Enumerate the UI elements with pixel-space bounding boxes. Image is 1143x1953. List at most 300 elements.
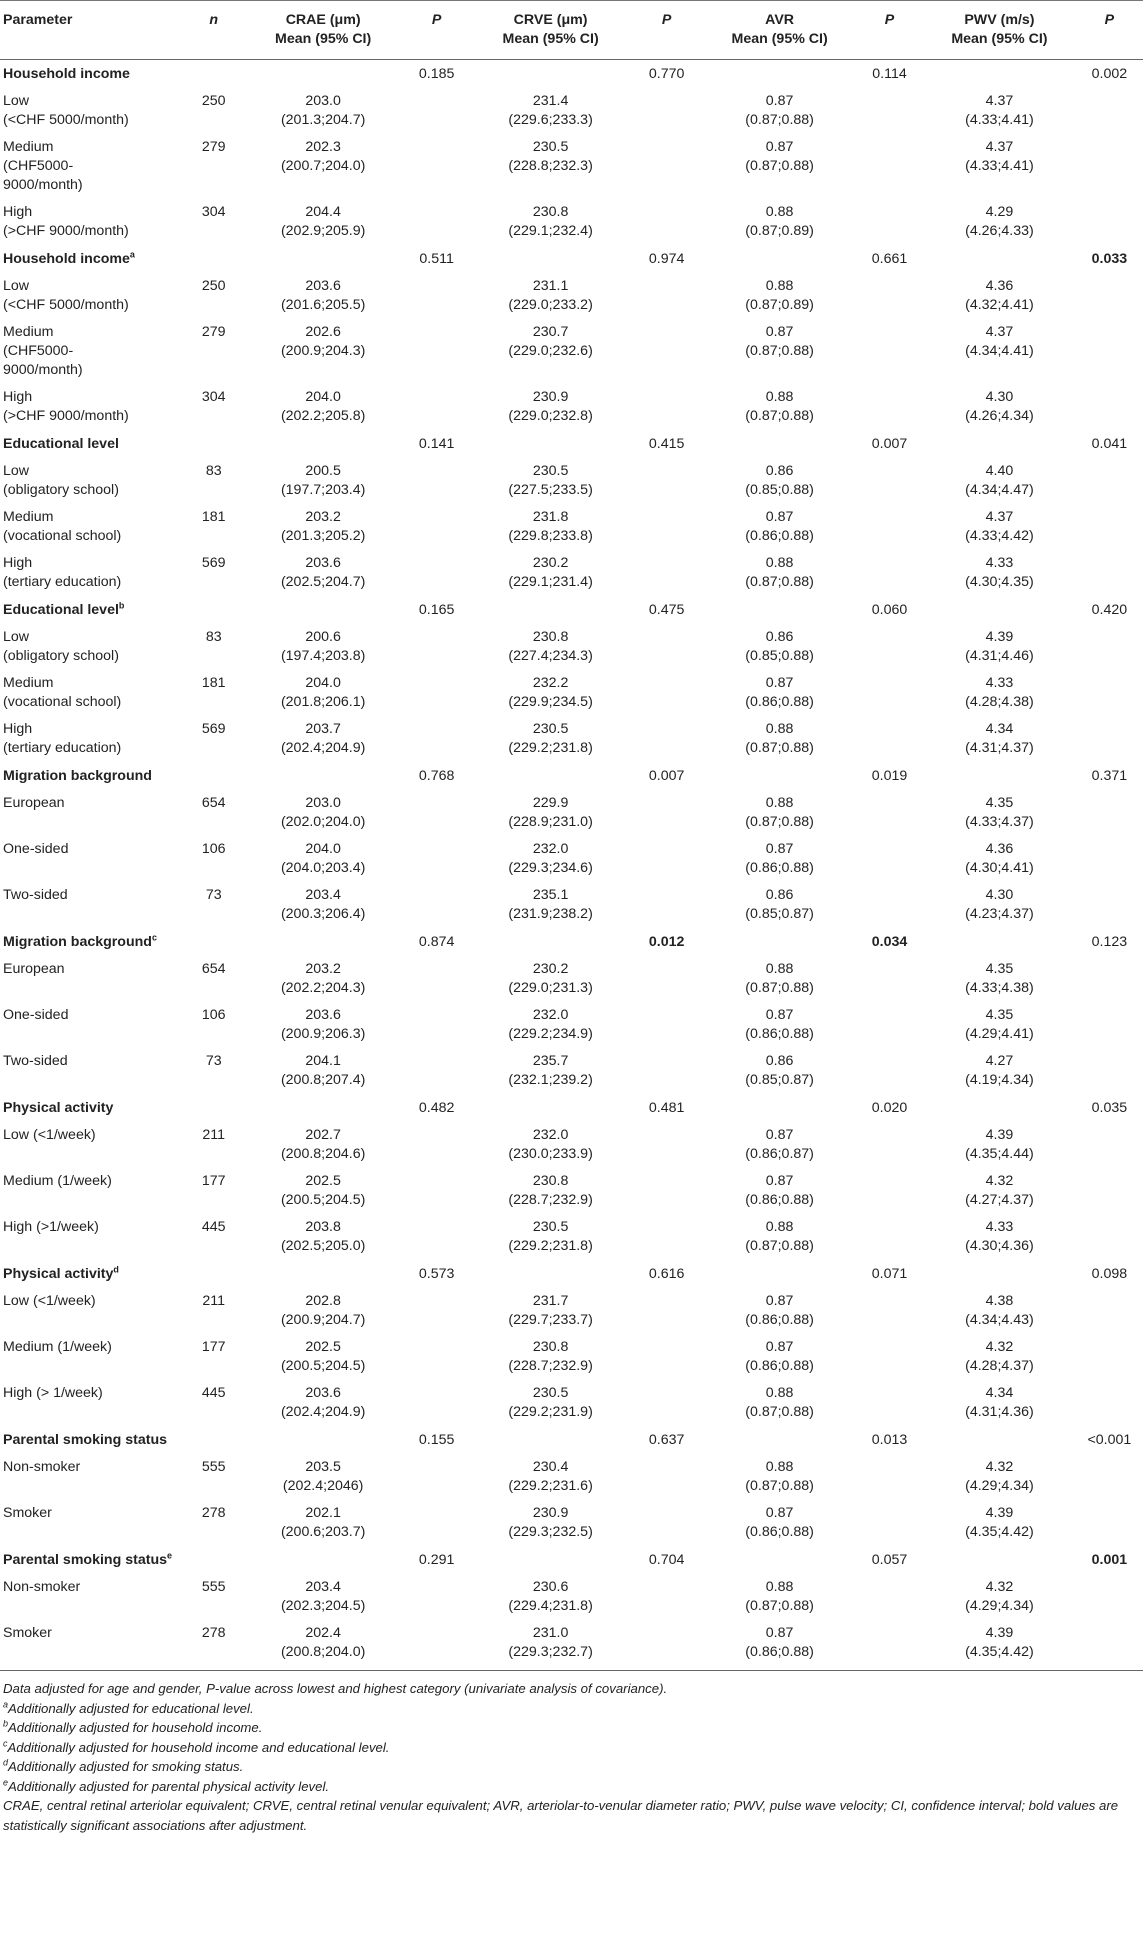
footnote bbox=[3, 1777, 1140, 1797]
empty-cell bbox=[402, 882, 471, 928]
category-label bbox=[0, 1214, 183, 1260]
crve-cell-ci: (229.2;231.8) bbox=[508, 1238, 593, 1254]
avr-cell bbox=[703, 384, 856, 430]
n-value: 555 bbox=[201, 1459, 226, 1475]
crve-cell bbox=[471, 956, 630, 1002]
crve-cell-mean: 230.4 bbox=[532, 1459, 569, 1475]
footnote-text: Additionally adjusted for household income. bbox=[8, 1720, 263, 1735]
crae-cell-ci: (202.9;205.9) bbox=[280, 223, 366, 239]
crae-cell-ci: (202.0;204.0) bbox=[280, 814, 366, 830]
empty-cell bbox=[856, 1288, 923, 1334]
empty-cell bbox=[1076, 319, 1143, 384]
pwv-cell bbox=[923, 319, 1076, 384]
crae-cell-ci: (204.0;203.4) bbox=[280, 860, 366, 876]
empty-cell bbox=[856, 88, 923, 134]
crve-cell bbox=[471, 1122, 630, 1168]
group-name bbox=[0, 245, 183, 273]
empty-cell bbox=[856, 134, 923, 199]
footnote-marker: b bbox=[118, 600, 125, 611]
pwv-cell-mean: 4.33 bbox=[985, 1219, 1014, 1235]
avr-cell-mean: 0.87 bbox=[765, 1339, 794, 1355]
pwv-cell-ci: (4.33;4.38) bbox=[965, 980, 1034, 996]
pwv-cell-ci: (4.30;4.35) bbox=[965, 574, 1034, 590]
avr-cell bbox=[703, 199, 856, 245]
n-value: 304 bbox=[201, 389, 226, 405]
category-label-line: High (>1/week) bbox=[3, 1219, 99, 1235]
table-row bbox=[0, 790, 1143, 836]
pwv-cell-ci: (4.29;4.34) bbox=[965, 1478, 1034, 1494]
empty-cell bbox=[244, 430, 402, 458]
empty-cell bbox=[471, 60, 630, 89]
pwv-cell bbox=[923, 1454, 1076, 1500]
empty-cell bbox=[703, 430, 856, 458]
empty-cell bbox=[703, 762, 856, 790]
group-name-text: Household income bbox=[3, 251, 130, 267]
category-label bbox=[0, 1122, 183, 1168]
empty-cell bbox=[402, 1122, 471, 1168]
avr-cell bbox=[703, 1454, 856, 1500]
pwv-cell-mean: 4.36 bbox=[985, 841, 1014, 857]
empty-cell bbox=[1076, 1002, 1143, 1048]
table-row bbox=[0, 319, 1143, 384]
crve-cell bbox=[471, 1002, 630, 1048]
pwv-cell bbox=[923, 550, 1076, 596]
header-p-crae: P bbox=[402, 1, 471, 60]
empty-cell bbox=[630, 550, 703, 596]
avr-cell-ci: (0.86;0.88) bbox=[745, 1312, 814, 1328]
category-label-line: (>CHF 9000/month) bbox=[3, 223, 129, 239]
empty-cell bbox=[856, 1620, 923, 1671]
p-value-crve: 0.475 bbox=[648, 602, 685, 618]
crae-cell-mean: 200.5 bbox=[305, 463, 341, 479]
empty-cell bbox=[630, 624, 703, 670]
crve-cell-ci: (228.7;232.9) bbox=[508, 1358, 593, 1374]
category-label bbox=[0, 319, 183, 384]
pwv-cell-ci: (4.23;4.37) bbox=[965, 906, 1034, 922]
empty-cell bbox=[402, 1048, 471, 1094]
crve-cell-mean: 231.7 bbox=[532, 1293, 569, 1309]
crae-cell bbox=[244, 882, 402, 928]
empty-cell bbox=[1076, 956, 1143, 1002]
crae-cell-ci: (202.4;2046) bbox=[282, 1478, 364, 1494]
n-value: 177 bbox=[201, 1173, 226, 1189]
table-footnotes bbox=[0, 1671, 1143, 1835]
avr-cell bbox=[703, 670, 856, 716]
p-value-pwv: 0.041 bbox=[1091, 436, 1128, 452]
crae-cell-ci: (202.5;205.0) bbox=[280, 1238, 366, 1254]
empty-cell bbox=[1076, 1288, 1143, 1334]
crae-cell-ci: (200.9;206.3) bbox=[280, 1026, 366, 1042]
avr-cell-mean: 0.87 bbox=[765, 324, 794, 340]
crve-cell-mean: 232.0 bbox=[532, 1127, 569, 1143]
category-label-line: Low (<1/week) bbox=[3, 1293, 96, 1309]
empty-cell bbox=[471, 1546, 630, 1574]
pwv-cell-mean: 4.30 bbox=[985, 887, 1014, 903]
n-value: 181 bbox=[201, 509, 226, 525]
crae-cell bbox=[244, 1002, 402, 1048]
category-label bbox=[0, 273, 183, 319]
avr-cell-mean: 0.88 bbox=[765, 204, 794, 220]
group-name bbox=[0, 1094, 183, 1122]
empty-cell bbox=[630, 458, 703, 504]
crve-cell-mean: 230.5 bbox=[532, 1219, 569, 1235]
p-value-avr: 0.013 bbox=[871, 1432, 908, 1448]
footnote-marker: d bbox=[3, 1757, 9, 1768]
category-label bbox=[0, 836, 183, 882]
category-label-line: Low bbox=[3, 629, 30, 645]
avr-cell bbox=[703, 88, 856, 134]
pwv-cell-ci: (4.30;4.41) bbox=[965, 860, 1034, 876]
group-name bbox=[0, 928, 183, 956]
avr-cell-ci: (0.85;0.88) bbox=[745, 482, 814, 498]
crve-cell-mean: 230.2 bbox=[532, 961, 569, 977]
category-label-line: 9000/month) bbox=[3, 362, 83, 378]
p-value-crae: 0.874 bbox=[418, 934, 455, 950]
category-label bbox=[0, 1574, 183, 1620]
crve-cell-ci: (228.9;231.0) bbox=[508, 814, 593, 830]
footnote-marker: a bbox=[129, 249, 135, 260]
category-label-line: (tertiary education) bbox=[3, 740, 122, 756]
crve-cell-mean: 230.8 bbox=[532, 1339, 569, 1355]
empty-cell bbox=[244, 1546, 402, 1574]
empty-cell bbox=[471, 762, 630, 790]
p-value-pwv: 0.123 bbox=[1091, 934, 1128, 950]
pwv-cell-ci: (4.33;4.37) bbox=[965, 814, 1034, 830]
category-label-line: Low (<1/week) bbox=[3, 1127, 96, 1143]
pwv-cell-mean: 4.39 bbox=[985, 1127, 1014, 1143]
crae-cell bbox=[244, 319, 402, 384]
pwv-cell-mean: 4.32 bbox=[985, 1173, 1014, 1189]
table-row bbox=[0, 716, 1143, 762]
group-name-text: Educational level bbox=[3, 602, 119, 618]
crve-cell-ci: (229.2;231.9) bbox=[508, 1404, 593, 1420]
crve-cell-mean: 230.5 bbox=[532, 721, 569, 737]
crae-cell bbox=[244, 790, 402, 836]
empty-cell bbox=[630, 384, 703, 430]
empty-cell bbox=[1076, 790, 1143, 836]
footnote-text: Additionally adjusted for smoking status. bbox=[8, 1759, 244, 1774]
pwv-cell-mean: 4.32 bbox=[985, 1579, 1014, 1595]
empty-cell bbox=[183, 245, 244, 273]
pwv-cell bbox=[923, 504, 1076, 550]
pwv-cell-ci: (4.27;4.37) bbox=[965, 1192, 1034, 1208]
p-value-pwv: 0.098 bbox=[1091, 1266, 1128, 1282]
pwv-cell-mean: 4.30 bbox=[985, 389, 1014, 405]
empty-cell bbox=[1076, 458, 1143, 504]
category-label bbox=[0, 384, 183, 430]
crve-cell-mean: 230.7 bbox=[532, 324, 569, 340]
crve-cell bbox=[471, 790, 630, 836]
category-label-line: European bbox=[3, 795, 65, 811]
crve-cell-ci: (229.2;231.8) bbox=[508, 740, 593, 756]
footnote-marker: b bbox=[3, 1718, 9, 1729]
empty-cell bbox=[1076, 1334, 1143, 1380]
table-row bbox=[0, 1002, 1143, 1048]
avr-cell-mean: 0.87 bbox=[765, 1127, 794, 1143]
header-crve: CRVE (μm) Mean (95% CI) bbox=[471, 1, 630, 60]
pwv-cell-mean: 4.37 bbox=[985, 139, 1014, 155]
pwv-cell-mean: 4.32 bbox=[985, 1339, 1014, 1355]
crae-cell bbox=[244, 504, 402, 550]
avr-cell-ci: (0.86;0.88) bbox=[745, 528, 814, 544]
header-p-crve: P bbox=[630, 1, 703, 60]
empty-cell bbox=[923, 60, 1076, 89]
avr-cell-mean: 0.87 bbox=[765, 1173, 794, 1189]
table-row bbox=[0, 1334, 1143, 1380]
crve-cell-ci: (228.7;232.9) bbox=[508, 1192, 593, 1208]
crae-cell-mean: 203.6 bbox=[305, 555, 341, 571]
empty-cell bbox=[856, 670, 923, 716]
header-crae: CRAE (μm) Mean (95% CI) bbox=[244, 1, 402, 60]
crae-cell bbox=[244, 1288, 402, 1334]
category-label-line: High bbox=[3, 721, 33, 737]
group-header-row bbox=[0, 1094, 1143, 1122]
crae-cell-ci: (200.6;203.7) bbox=[280, 1524, 366, 1540]
empty-cell bbox=[471, 596, 630, 624]
avr-cell-ci: (0.86;0.88) bbox=[745, 1026, 814, 1042]
crae-cell bbox=[244, 670, 402, 716]
empty-cell bbox=[1076, 273, 1143, 319]
crve-cell-ci: (228.8;232.3) bbox=[508, 158, 593, 174]
footnote-text: Data adjusted for age and gender, P-value across lowest and highest category (univariate analysis of covariance). bbox=[3, 1681, 668, 1696]
empty-cell bbox=[471, 928, 630, 956]
n-value: 445 bbox=[201, 1219, 226, 1235]
footnote bbox=[3, 1757, 1140, 1777]
footnote-marker: c bbox=[3, 1738, 8, 1749]
crve-cell-mean: 232.0 bbox=[532, 1007, 569, 1023]
avr-cell-mean: 0.87 bbox=[765, 841, 794, 857]
crve-cell bbox=[471, 1288, 630, 1334]
avr-cell bbox=[703, 273, 856, 319]
avr-cell-ci: (0.87;0.89) bbox=[745, 223, 814, 239]
p-value-avr: 0.071 bbox=[871, 1266, 908, 1282]
p-value-pwv: <0.001 bbox=[1087, 1432, 1132, 1448]
avr-cell bbox=[703, 319, 856, 384]
empty-cell bbox=[1076, 1500, 1143, 1546]
empty-cell bbox=[183, 928, 244, 956]
pwv-cell bbox=[923, 1288, 1076, 1334]
category-label-line: (obligatory school) bbox=[3, 482, 119, 498]
group-name bbox=[0, 430, 183, 458]
empty-cell bbox=[1076, 624, 1143, 670]
empty-cell bbox=[183, 430, 244, 458]
group-header-row bbox=[0, 928, 1143, 956]
empty-cell bbox=[471, 245, 630, 273]
pwv-cell bbox=[923, 624, 1076, 670]
category-label-line: (tertiary education) bbox=[3, 574, 122, 590]
empty-cell bbox=[630, 1002, 703, 1048]
empty-cell bbox=[630, 790, 703, 836]
group-header-row bbox=[0, 1260, 1143, 1288]
empty-cell bbox=[630, 1214, 703, 1260]
crae-cell bbox=[244, 1500, 402, 1546]
crve-cell bbox=[471, 134, 630, 199]
avr-cell-ci: (0.86;0.88) bbox=[745, 1358, 814, 1374]
pwv-cell bbox=[923, 273, 1076, 319]
category-label-line: (CHF5000- bbox=[3, 158, 74, 174]
category-label bbox=[0, 199, 183, 245]
crae-cell-ci: (201.8;206.1) bbox=[280, 694, 366, 710]
crve-cell-ci: (230.0;233.9) bbox=[508, 1146, 593, 1162]
empty-cell bbox=[856, 504, 923, 550]
crae-cell-mean: 203.6 bbox=[305, 1385, 341, 1401]
empty-cell bbox=[923, 928, 1076, 956]
pwv-cell-mean: 4.29 bbox=[985, 204, 1014, 220]
empty-cell bbox=[856, 273, 923, 319]
footnote-marker: d bbox=[113, 1264, 119, 1275]
empty-cell bbox=[402, 670, 471, 716]
p-value-crve: 0.616 bbox=[648, 1266, 685, 1282]
crae-cell-ci: (201.3;204.7) bbox=[280, 112, 366, 128]
empty-cell bbox=[630, 956, 703, 1002]
crae-cell bbox=[244, 550, 402, 596]
crve-cell-mean: 230.9 bbox=[532, 389, 569, 405]
crae-cell bbox=[244, 88, 402, 134]
crve-cell-ci: (229.3;232.7) bbox=[508, 1644, 593, 1660]
table-row bbox=[0, 1500, 1143, 1546]
empty-cell bbox=[630, 836, 703, 882]
crae-cell bbox=[244, 716, 402, 762]
pwv-cell-ci: (4.35;4.42) bbox=[965, 1524, 1034, 1540]
crve-cell bbox=[471, 1214, 630, 1260]
category-label-line: Medium (1/week) bbox=[3, 1173, 112, 1189]
avr-cell-mean: 0.88 bbox=[765, 1385, 794, 1401]
crae-cell-mean: 203.0 bbox=[305, 93, 341, 109]
empty-cell bbox=[630, 199, 703, 245]
crae-cell-ci: (197.4;203.8) bbox=[280, 648, 366, 664]
empty-cell bbox=[630, 1288, 703, 1334]
empty-cell bbox=[402, 1574, 471, 1620]
group-name bbox=[0, 596, 183, 624]
crve-cell-mean: 232.0 bbox=[532, 841, 569, 857]
crve-cell-mean: 230.6 bbox=[532, 1579, 569, 1595]
pwv-cell bbox=[923, 836, 1076, 882]
crve-cell bbox=[471, 624, 630, 670]
empty-cell bbox=[183, 1546, 244, 1574]
crae-cell-mean: 203.2 bbox=[305, 509, 341, 525]
avr-cell-mean: 0.87 bbox=[765, 675, 794, 691]
crae-cell-ci: (202.2;205.8) bbox=[280, 408, 366, 424]
category-label-line: (obligatory school) bbox=[3, 648, 119, 664]
category-label-line: 9000/month) bbox=[3, 177, 83, 193]
table-row bbox=[0, 882, 1143, 928]
empty-cell bbox=[1076, 670, 1143, 716]
empty-cell bbox=[402, 956, 471, 1002]
crae-cell-ci: (202.4;204.9) bbox=[280, 1404, 366, 1420]
empty-cell bbox=[923, 1260, 1076, 1288]
p-value-crae: 0.155 bbox=[418, 1432, 455, 1448]
empty-cell bbox=[630, 1380, 703, 1426]
n-value: 250 bbox=[201, 278, 226, 294]
empty-cell bbox=[1076, 882, 1143, 928]
pwv-cell-ci: (4.31;4.46) bbox=[965, 648, 1034, 664]
pwv-cell bbox=[923, 1002, 1076, 1048]
empty-cell bbox=[630, 716, 703, 762]
crae-cell-ci: (200.5;204.5) bbox=[280, 1192, 366, 1208]
avr-cell bbox=[703, 1214, 856, 1260]
footnote-text: Additionally adjusted for household income and educational level. bbox=[7, 1739, 390, 1755]
pwv-cell-mean: 4.36 bbox=[985, 278, 1014, 294]
pwv-cell bbox=[923, 1122, 1076, 1168]
footnote-text: Additionally adjusted for educational level. bbox=[8, 1700, 254, 1716]
empty-cell bbox=[630, 1500, 703, 1546]
empty-cell bbox=[856, 1454, 923, 1500]
pwv-cell-ci: (4.35;4.44) bbox=[965, 1146, 1034, 1162]
crae-cell bbox=[244, 956, 402, 1002]
pwv-cell-ci: (4.33;4.41) bbox=[965, 158, 1034, 174]
empty-cell bbox=[402, 1500, 471, 1546]
avr-cell bbox=[703, 1574, 856, 1620]
pwv-cell bbox=[923, 716, 1076, 762]
header-parameter: Parameter bbox=[0, 1, 183, 60]
category-label-line: Medium bbox=[3, 139, 54, 155]
empty-cell bbox=[630, 504, 703, 550]
n-value: 555 bbox=[201, 1579, 226, 1595]
group-header-row bbox=[0, 60, 1143, 89]
category-label bbox=[0, 550, 183, 596]
crae-cell-ci: (197.7;203.4) bbox=[280, 482, 366, 498]
table-row bbox=[0, 836, 1143, 882]
crae-cell bbox=[244, 1620, 402, 1671]
crve-cell-ci: (229.2;231.6) bbox=[508, 1478, 593, 1494]
pwv-cell-ci: (4.19;4.34) bbox=[965, 1072, 1034, 1088]
category-label-line: Medium bbox=[3, 675, 54, 691]
table-row bbox=[0, 1288, 1143, 1334]
crve-cell-ci: (229.4;231.8) bbox=[508, 1598, 593, 1614]
crve-cell-mean: 230.8 bbox=[532, 204, 569, 220]
empty-cell bbox=[630, 273, 703, 319]
crve-cell bbox=[471, 1454, 630, 1500]
empty-cell bbox=[244, 245, 402, 273]
table-row bbox=[0, 1048, 1143, 1094]
empty-cell bbox=[630, 1048, 703, 1094]
avr-cell-mean: 0.86 bbox=[765, 629, 794, 645]
p-value-pwv: 0.002 bbox=[1091, 66, 1128, 82]
empty-cell bbox=[1076, 199, 1143, 245]
empty-cell bbox=[402, 716, 471, 762]
crae-cell-mean: 200.6 bbox=[305, 629, 341, 645]
category-label bbox=[0, 1002, 183, 1048]
n-value: 569 bbox=[201, 555, 226, 571]
crve-cell bbox=[471, 1574, 630, 1620]
category-label-line: (CHF5000- bbox=[3, 343, 74, 359]
empty-cell bbox=[183, 1094, 244, 1122]
empty-cell bbox=[402, 1214, 471, 1260]
table-row bbox=[0, 504, 1143, 550]
p-value-avr: 0.057 bbox=[871, 1552, 908, 1568]
crae-cell-mean: 202.1 bbox=[305, 1505, 341, 1521]
group-name-text: Physical activity bbox=[3, 1266, 114, 1282]
empty-cell bbox=[856, 1574, 923, 1620]
empty-cell bbox=[630, 1574, 703, 1620]
footnote-marker: c bbox=[151, 932, 157, 943]
pwv-cell-ci: (4.31;4.37) bbox=[965, 740, 1034, 756]
header-p-pwv: P bbox=[1076, 1, 1143, 60]
empty-cell bbox=[703, 245, 856, 273]
crve-cell bbox=[471, 273, 630, 319]
pwv-cell-ci: (4.26;4.33) bbox=[965, 223, 1034, 239]
empty-cell bbox=[703, 1260, 856, 1288]
crve-cell-ci: (229.1;232.4) bbox=[508, 223, 593, 239]
crve-cell bbox=[471, 319, 630, 384]
pwv-cell bbox=[923, 384, 1076, 430]
group-name bbox=[0, 60, 183, 89]
avr-cell-ci: (0.86;0.88) bbox=[745, 694, 814, 710]
empty-cell bbox=[856, 882, 923, 928]
n-value: 304 bbox=[201, 204, 226, 220]
crve-cell-mean: 230.5 bbox=[532, 463, 569, 479]
crae-cell-ci: (200.5;204.5) bbox=[280, 1358, 366, 1374]
